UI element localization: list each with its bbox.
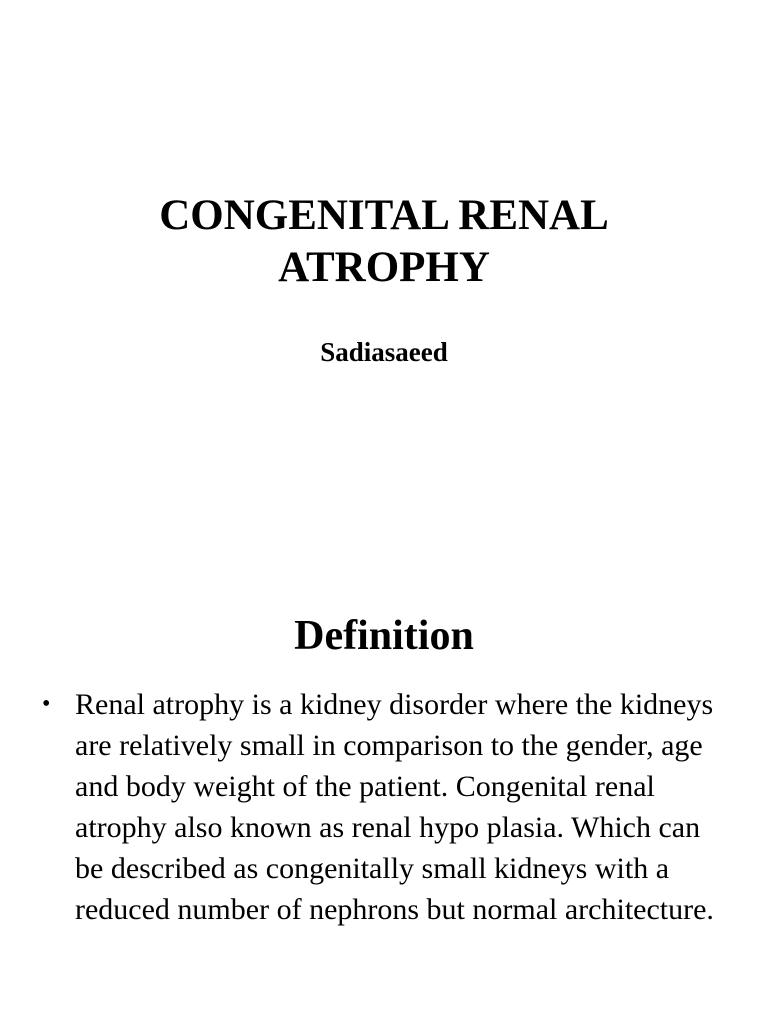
slide-title-line-1: CONGENITAL RENAL — [159, 192, 609, 239]
slide-title-line-2: ATROPHY — [278, 244, 490, 291]
bullet-dot-icon: • — [42, 691, 51, 717]
author-name: Sadiasaeed — [320, 337, 448, 367]
bullet-item — [40, 684, 730, 930]
bullet-text: Renal atrophy is a kidney disorder where the kidneys are relatively small in comparison to the gender, age and body weight of the patient. Congenital renal atrophy also known as renal hypo plasia. Which can be described as congenitally small kidneys with a reduced number of nephrons but normal architecture. — [75, 688, 714, 926]
definition-slide — [0, 576, 768, 1024]
definition-bullet-list — [40, 684, 730, 930]
definition-heading: Definition — [294, 613, 474, 659]
slide-title — [0, 190, 768, 294]
